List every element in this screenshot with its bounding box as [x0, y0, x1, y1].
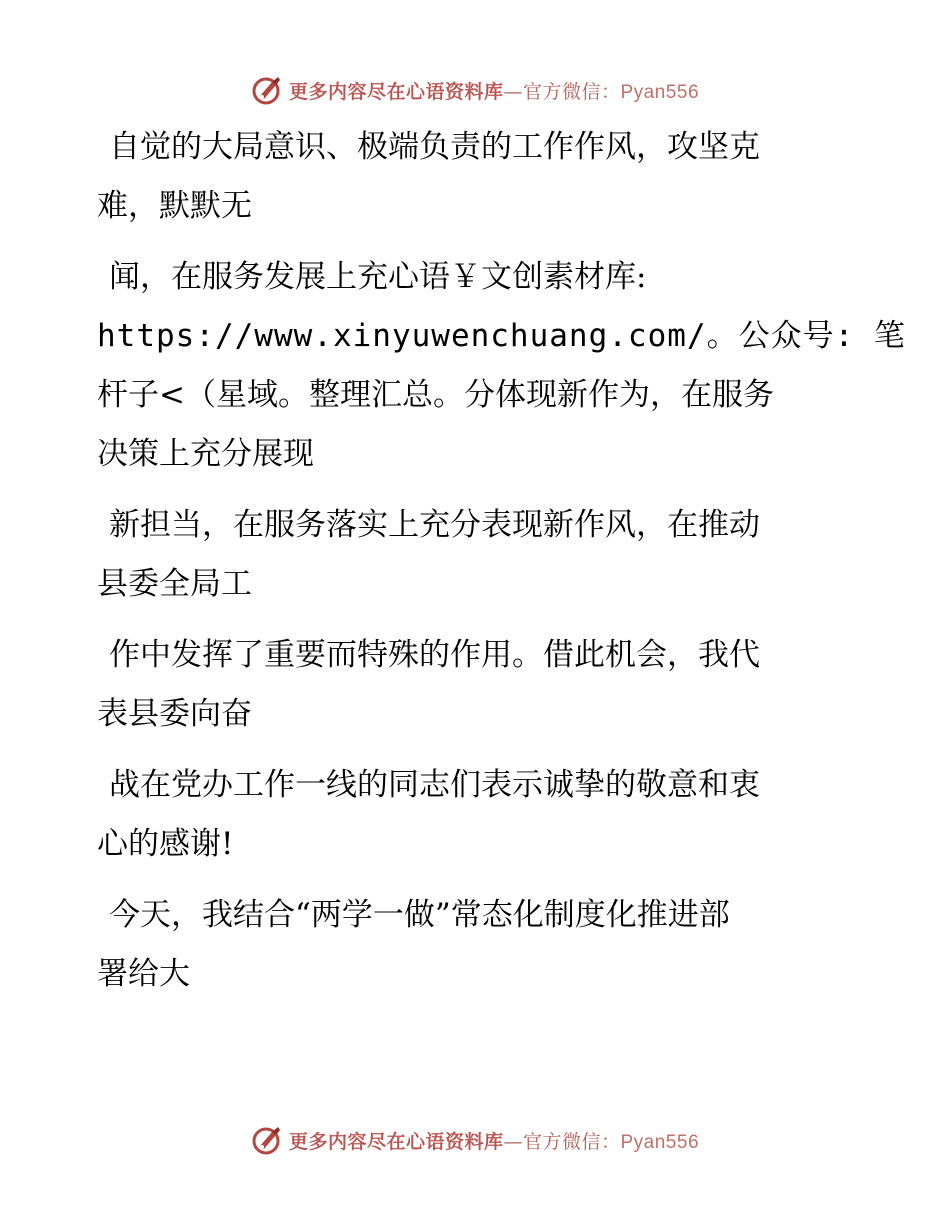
- paragraph-line: 自觉的大局意识、极端负责的工作作风，攻坚克: [109, 129, 760, 165]
- footer-banner-text: [289, 1127, 699, 1154]
- document-body: [97, 118, 906, 1016]
- header-banner-text: [289, 77, 699, 104]
- header-banner-wechat-id: Pyan556: [620, 81, 700, 103]
- paragraph: [97, 626, 837, 744]
- paragraph: [97, 756, 837, 874]
- paragraph-line: 新担当，在服务落实上充分表现新作风，在推动: [109, 507, 760, 543]
- paragraph-line-url: https://www.xinyuwenchuang.com/。公众号: 笔: [97, 318, 906, 354]
- paragraph-line: 心的感谢!: [97, 826, 234, 862]
- footer-banner-title: 更多内容尽在心语资料库: [288, 1130, 504, 1153]
- paragraph-line: 表县委向奋: [97, 696, 252, 732]
- paragraph-line: 难，默默无: [97, 188, 252, 224]
- paragraph-line: 杆子<（星域。整理汇总。分体现新作为，在服务: [97, 377, 774, 413]
- paragraph-line: 署给大: [97, 956, 190, 992]
- footer-banner-label: 官方微信：: [522, 1130, 621, 1153]
- paragraph: [97, 118, 837, 236]
- brush-pen-logo-icon: [251, 1124, 283, 1156]
- footer-banner: [0, 1120, 950, 1160]
- paragraph: [97, 886, 837, 1004]
- paragraph-line: 战在党办工作一线的同志们表示诚挚的敬意和衷: [109, 767, 760, 803]
- header-banner: [0, 70, 950, 110]
- paragraph: [97, 496, 837, 614]
- brush-pen-logo-icon: [251, 74, 283, 106]
- footer-banner-wechat-id: Pyan556: [620, 1131, 700, 1153]
- header-banner-dash: —: [503, 80, 523, 103]
- footer-banner-dash: —: [503, 1130, 523, 1153]
- paragraph-line: 今天，我结合“两学一做”常态化制度化推进部: [109, 897, 730, 933]
- header-banner-title: 更多内容尽在心语资料库: [288, 80, 504, 103]
- paragraph: [97, 248, 906, 484]
- paragraph-line: 县委全局工: [97, 566, 252, 602]
- paragraph-line: 决策上充分展现: [97, 436, 314, 472]
- paragraph-line: 闻，在服务发展上充心语￥文创素材库:: [109, 259, 647, 295]
- paragraph-line: 作中发挥了重要而特殊的作用。借此机会，我代: [109, 637, 760, 673]
- header-banner-label: 官方微信：: [522, 80, 621, 103]
